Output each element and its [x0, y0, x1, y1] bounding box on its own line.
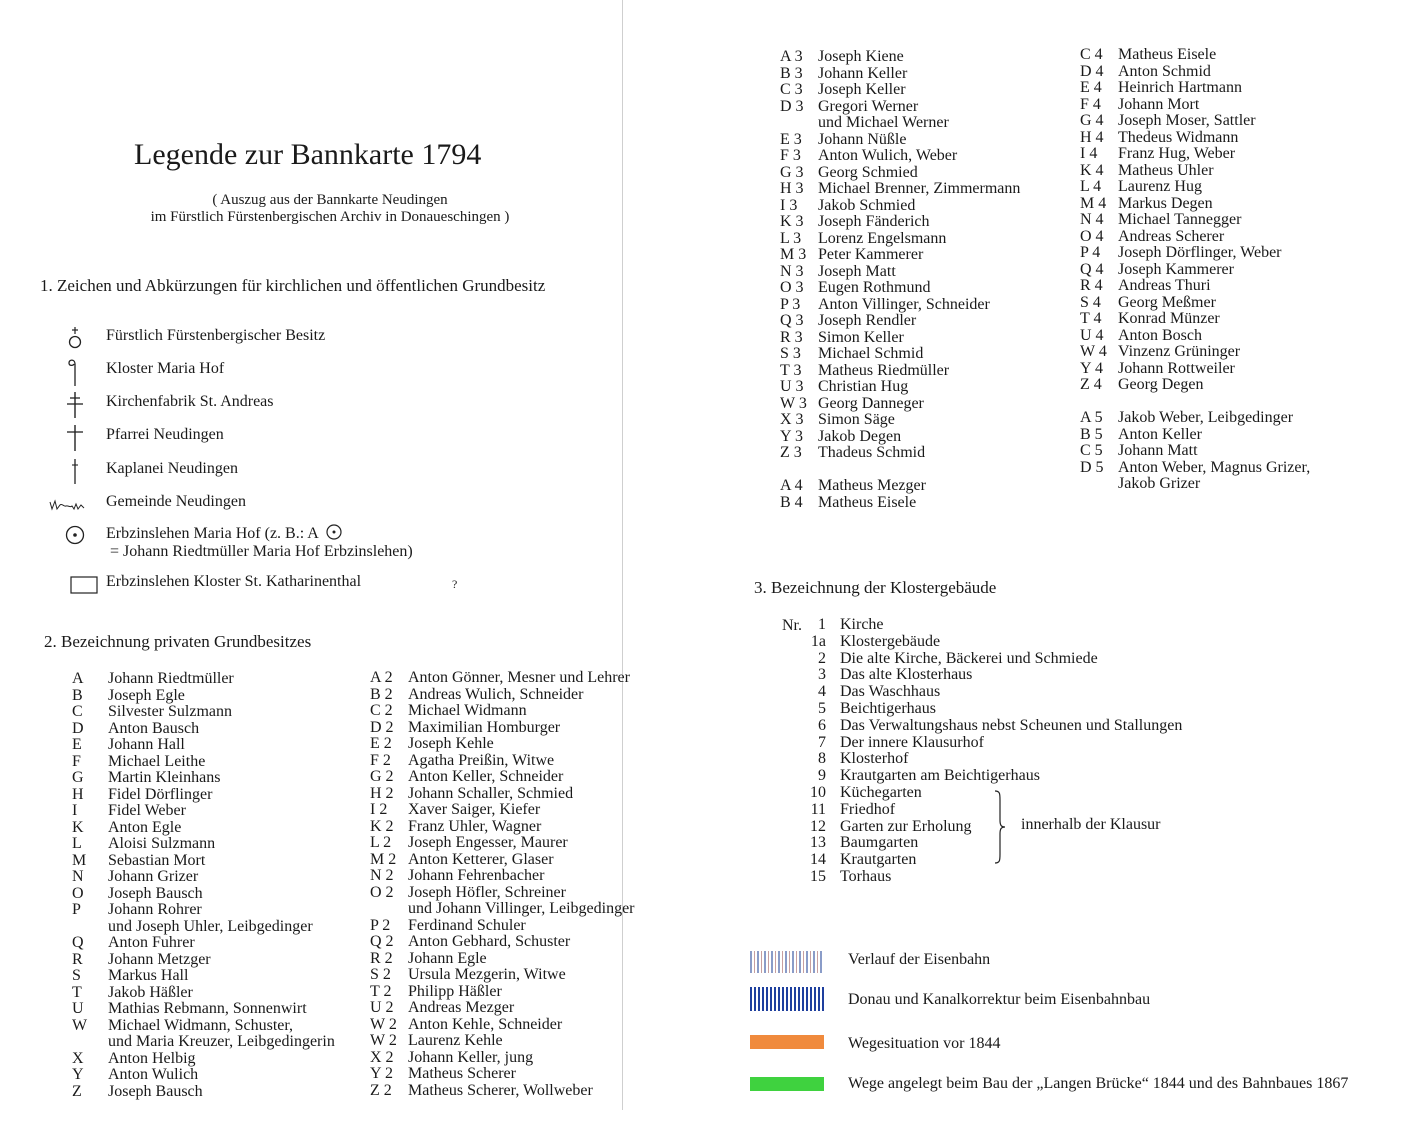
parcel-code: N	[72, 868, 84, 885]
parcel-code: A	[72, 670, 84, 687]
building-name: Klosterhof	[840, 750, 909, 768]
building-number: 13	[810, 834, 826, 852]
owner-name: Jakob Schmied	[818, 196, 916, 214]
owner-name: Anton Gebhard, Schuster	[408, 933, 571, 950]
parcel-code: G 4	[1080, 112, 1104, 129]
parcel-code: W 2	[370, 1015, 397, 1033]
owner-name: Jakob Häßler	[108, 983, 193, 1001]
owner-name: Johann Nüßle	[818, 130, 907, 148]
parcel-code: X	[72, 1049, 84, 1067]
building-name: Beichtigerhaus	[840, 699, 936, 717]
owner-name: Joseph Engesser, Maurer	[408, 834, 568, 851]
building-name: Kirche	[840, 616, 884, 633]
building-number: 5	[818, 699, 826, 717]
parcel-code: M	[72, 851, 87, 869]
parcel-code: Q	[72, 934, 84, 951]
kloster-prefix: Nr.	[782, 617, 802, 634]
new-paths-swatch	[750, 1077, 824, 1091]
owner-name: Thedeus Widmann	[1118, 128, 1239, 146]
parcel-code: Z 4	[1080, 376, 1102, 393]
rectangle-icon	[70, 571, 98, 599]
owner-name: Matheus Riedmüller	[818, 361, 950, 379]
owner-name: Matheus Scherer, Wollweber	[408, 1081, 593, 1099]
owner-name: Christian Hug	[818, 378, 909, 395]
signature-icon	[46, 491, 90, 519]
parcel-code: H	[72, 785, 84, 803]
section-3-heading: 3. Bezeichnung der Klostergebäude	[754, 578, 997, 597]
building-number: 11	[810, 800, 826, 818]
parcel-code: A 5	[1080, 409, 1103, 426]
owner-name: Joseph Keller	[818, 81, 906, 98]
parcel-code: D 3	[780, 97, 804, 115]
parcel-code: O	[72, 884, 84, 902]
owner-name: Georg Schmied	[818, 163, 918, 181]
parcel-code: S	[72, 967, 81, 984]
owner-name: Mathias Rebmann, Sonnenwirt	[108, 1000, 307, 1017]
parcel-code: K 4	[1080, 161, 1104, 179]
parcel-code: R 4	[1080, 277, 1103, 294]
owner-name: und Michael Werner	[818, 114, 949, 131]
owner-name: Joseph Kiene	[818, 48, 904, 65]
owner-name: Anton Gönner, Mesner und Lehrer	[408, 669, 630, 686]
owner-name: Georg Meßmer	[1118, 293, 1216, 311]
owner-name: Agatha Preißin, Witwe	[408, 751, 555, 769]
parcel-code: L 3	[780, 229, 802, 247]
owner-name: Johann Rottweiler	[1118, 359, 1235, 377]
parcel-code: X 2	[370, 1048, 394, 1066]
owner-name: Johann Rohrer	[108, 901, 202, 918]
parcel-code: E 3	[780, 130, 802, 148]
owner-name: Anton Egle	[108, 818, 182, 836]
parcel-code: G 3	[780, 163, 804, 181]
cross-icon	[60, 424, 90, 452]
symbol-label: Kloster Maria Hof	[106, 360, 225, 377]
parcel-code: W 3	[780, 394, 807, 412]
owner-name: Joseph Bausch	[108, 1082, 203, 1100]
owner-name: Michael Schmid	[818, 345, 924, 362]
parcel-code: L	[72, 835, 82, 852]
owner-name: Joseph Dörflinger, Weber	[1118, 244, 1282, 261]
owner-name: und Maria Kreuzer, Leibgedingerin	[108, 1033, 335, 1050]
symbol-label: Fürstlich Fürstenbergischer Besitz	[106, 327, 326, 344]
parcel-code: I	[72, 802, 78, 819]
building-number: 12	[810, 817, 826, 835]
brace-icon	[992, 790, 1008, 864]
parcel-code: C 3	[780, 81, 803, 98]
parcel-code: D 5	[1080, 458, 1104, 476]
parcel-code: R 3	[780, 328, 803, 346]
parcel-code: P 2	[370, 916, 391, 934]
page-subtitle	[100, 192, 560, 226]
parcel-code: B 3	[780, 64, 803, 82]
parcel-code: C 2	[370, 702, 393, 719]
parcel-code: Y 4	[1080, 359, 1103, 377]
parcel-code: B 5	[1080, 425, 1103, 443]
parcel-code: M 4	[1080, 194, 1107, 212]
building-number: 1	[818, 616, 826, 633]
owner-name: Anton Villinger, Schneider	[818, 295, 990, 313]
parcel-code: U	[72, 1000, 84, 1017]
parcel-code: F 4	[1080, 95, 1101, 113]
owner-name: Simon Keller	[818, 328, 904, 346]
building-number: 7	[818, 733, 826, 751]
owner-name: Joseph Höfler, Schreiner	[408, 883, 566, 901]
parcel-code: U 3	[780, 378, 804, 395]
owner-name: Johann Metzger	[108, 950, 211, 968]
parcel-code: E 2	[370, 735, 392, 752]
owner-name: Markus Hall	[108, 967, 189, 984]
owner-name: Johann Hall	[108, 736, 185, 753]
parcel-code: T 4	[1080, 310, 1102, 327]
owner-name: Joseph Kehle	[408, 735, 494, 752]
owner-name: Aloisi Sulzmann	[108, 835, 216, 852]
building-number: 15	[810, 867, 826, 885]
parcel-code: Z 3	[780, 444, 802, 461]
owner-name: Joseph Moser, Sattler	[1118, 112, 1256, 129]
owner-name: Anton Ketterer, Glaser	[408, 850, 554, 868]
legend-label: Donau und Kanalkorrektur beim Eisenbahnbau	[848, 991, 1151, 1008]
owner-name: und Johann Villinger, Leibgedinger	[408, 900, 635, 917]
owner-name: Anton Schmid	[1118, 62, 1211, 80]
building-number: 3	[818, 666, 826, 684]
owner-name: Maximilian Homburger	[408, 718, 561, 736]
owner-name: Anton Keller, Schneider	[408, 768, 564, 785]
owner-name: Andreas Scherer	[1118, 227, 1225, 245]
parcel-code: D 2	[370, 718, 394, 736]
owner-name: Eugen Rothmund	[818, 279, 931, 296]
parcel-code: W	[72, 1016, 88, 1034]
owner-name: Johann Grizer	[108, 868, 199, 885]
brace-label: innerhalb der Klausur	[1021, 816, 1161, 833]
parcel-code: U 4	[1080, 326, 1104, 344]
parcel-code: B 2	[370, 685, 393, 703]
circled-dot-icon	[60, 521, 90, 549]
owner-name: Johann Keller	[818, 64, 908, 82]
parcel-code: T 2	[370, 982, 392, 1000]
owner-name: Johann Schaller, Schmied	[408, 784, 574, 802]
symbol-label	[106, 523, 343, 543]
parcel-code: D 4	[1080, 62, 1104, 80]
owner-name: Heinrich Hartmann	[1118, 79, 1242, 96]
owner-name: Laurenz Hug	[1118, 178, 1202, 195]
parcel-code: G	[72, 769, 84, 786]
parcel-code: Y	[72, 1066, 84, 1083]
parcel-code: N 3	[780, 262, 804, 280]
parcel-code: A 2	[370, 669, 393, 686]
owner-name: Laurenz Kehle	[408, 1032, 503, 1049]
owner-name: Michael Widmann	[408, 702, 527, 719]
owner-name: Joseph Kammerer	[1118, 260, 1234, 278]
parcel-code: H 3	[780, 180, 804, 197]
owner-name: Silvester Sulzmann	[108, 703, 232, 720]
owner-name: Peter Kammerer	[818, 246, 924, 263]
parcel-code: S 4	[1080, 293, 1101, 311]
owner-name: Joseph Egle	[108, 686, 185, 704]
owner-name: Johann Fehrenbacher	[408, 867, 545, 884]
parcel-code: O 2	[370, 883, 394, 901]
parcel-code: Z 2	[370, 1081, 392, 1099]
railway-swatch	[750, 951, 824, 973]
building-name: Baumgarten	[840, 834, 919, 852]
owner-name: Jakob Weber, Leibgedinger	[1118, 409, 1294, 426]
parcel-code: B 4	[780, 493, 803, 511]
building-name: Das Waschhaus	[840, 683, 941, 701]
section-2-heading: 2. Bezeichnung privaten Grundbesitzes	[44, 632, 312, 651]
subtitle-line-1: ( Auszug aus der Bannkarte Neudingen	[212, 192, 448, 208]
owner-name: Georg Degen	[1118, 376, 1204, 393]
owner-name: Franz Hug, Weber	[1118, 145, 1236, 162]
owner-name: Anton Kehle, Schneider	[408, 1015, 563, 1033]
owner-name: Fidel Weber	[108, 802, 186, 819]
owner-name: Matheus Eisele	[818, 493, 917, 511]
owner-name: Michael Widmann, Schuster,	[108, 1016, 294, 1034]
parcel-code: F	[72, 752, 81, 770]
parcel-code: K 3	[780, 213, 804, 230]
circled-dot-icon	[325, 523, 343, 541]
parcel-code: Q 4	[1080, 260, 1104, 278]
owner-name: Joseph Fänderich	[818, 213, 930, 230]
owner-name: Franz Uhler, Wagner	[408, 817, 542, 835]
parcel-code: H 2	[370, 784, 394, 802]
owner-name: Joseph Matt	[818, 262, 896, 280]
parcel-code: M 2	[370, 850, 397, 868]
owner-name: Johann Egle	[408, 949, 487, 967]
building-name: Krautgarten am Beichtigerhaus	[840, 767, 1040, 785]
crozier-icon	[60, 358, 90, 386]
parcel-code: P 4	[1080, 244, 1101, 261]
owner-name: Andreas Thuri	[1118, 277, 1211, 294]
building-name: Torhaus	[840, 867, 892, 885]
parcel-code: H 4	[1080, 128, 1104, 146]
building-number: 6	[818, 716, 826, 734]
danube-swatch	[750, 987, 824, 1011]
orb-cross-icon	[60, 325, 90, 353]
symbol-label: Erbzinslehen Kloster St. Katharinenthal	[106, 573, 362, 590]
building-number: 14	[810, 851, 826, 869]
symbol-label-text: Erbzinslehen Maria Hof (z. B.: A	[106, 525, 318, 542]
owner-name: Matheus Uhler	[1118, 161, 1214, 179]
owner-name: Johann Mort	[1118, 95, 1200, 113]
owner-name: Konrad Münzer	[1118, 310, 1220, 327]
owner-name: Philipp Häßler	[408, 982, 502, 1000]
parcel-code: S 2	[370, 966, 391, 983]
parcel-code: F 3	[780, 147, 801, 164]
legend-label: Verlauf der Eisenbahn	[848, 951, 991, 968]
owner-name: Joseph Bausch	[108, 884, 203, 902]
owner-name: Anton Fuhrer	[108, 934, 195, 951]
owner-name: Vinzenz Grüninger	[1118, 343, 1241, 360]
owner-name: Michael Tannegger	[1118, 211, 1242, 228]
parcel-code: C 4	[1080, 46, 1103, 63]
parcel-code: Y 2	[370, 1065, 393, 1082]
owner-name: Anton Wulich, Weber	[818, 147, 958, 164]
building-number: 10	[810, 783, 826, 801]
symbol-label: Gemeinde Neudingen	[106, 493, 246, 510]
owner-name: Jakob Grizer	[1118, 475, 1201, 492]
owner-name: Johann Matt	[1118, 442, 1198, 459]
building-name: Klostergebäude	[840, 632, 941, 650]
parcel-code: W 2	[370, 1032, 397, 1049]
parcel-code: G 2	[370, 768, 394, 785]
owner-name: Xaver Saiger, Kiefer	[408, 801, 541, 818]
legend-label: Wegesituation vor 1844	[848, 1035, 1001, 1052]
parcel-code: L 2	[370, 834, 392, 851]
owner-name: Matheus Scherer	[408, 1065, 516, 1082]
building-name: Das Verwaltungshaus nebst Scheunen und Stallungen	[840, 716, 1183, 734]
owner-name: Anton Wulich	[108, 1066, 199, 1083]
stray-mark: ?	[452, 577, 458, 591]
owner-name: Lorenz Engelsmann	[818, 229, 947, 247]
section-1-heading: 1. Zeichen und Abkürzungen für kirchlichen und öffentlichen Grundbesitz	[40, 276, 546, 295]
building-name: Küchegarten	[840, 783, 922, 801]
building-name: Friedhof	[840, 800, 896, 818]
owner-name: Johann Riedtmüller	[108, 670, 234, 687]
page-title: Legende zur Bannkarte 1794	[134, 138, 482, 171]
old-paths-swatch	[750, 1035, 824, 1049]
double-cross-icon	[60, 391, 90, 419]
parcel-code: A 3	[780, 48, 803, 65]
legend-label: Wege angelegt beim Bau der „Langen Brücke“ 1844 und des Bahnbaues 1867	[848, 1075, 1349, 1092]
parcel-code: D	[72, 719, 84, 737]
parcel-code: F 2	[370, 751, 391, 769]
parcel-code: Y 3	[780, 427, 803, 445]
owner-name: Matheus Mezger	[818, 477, 926, 494]
owner-name: Anton Bausch	[108, 719, 200, 737]
owner-name: Sebastian Mort	[108, 851, 206, 869]
building-number: 1a	[810, 632, 826, 650]
page-fold	[622, 0, 623, 1110]
building-name: Der innere Klausurhof	[840, 733, 984, 751]
parcel-code: Q 3	[780, 312, 804, 329]
owner-name: Michael Brenner, Zimmermann	[818, 180, 1021, 197]
owner-name: Fidel Dörflinger	[108, 785, 213, 803]
building-name: Krautgarten	[840, 851, 917, 869]
owner-name: Anton Keller	[1118, 425, 1202, 443]
parcel-code: T	[72, 983, 82, 1001]
owner-name: Jakob Degen	[818, 427, 902, 445]
parcel-code: U 2	[370, 999, 394, 1016]
parcel-code: X 3	[780, 411, 804, 428]
owner-name: Gregori Werner	[818, 97, 919, 115]
parcel-code: R 2	[370, 949, 393, 967]
owner-name: Georg Danneger	[818, 394, 924, 412]
parcel-code: Z	[72, 1082, 82, 1100]
parcel-code: C	[72, 703, 83, 720]
owner-name: Anton Weber, Magnus Grizer,	[1118, 458, 1311, 476]
owner-name: Anton Helbig	[108, 1049, 196, 1067]
building-number: 9	[818, 767, 826, 785]
small-cross-icon	[60, 458, 90, 486]
parcel-code: I 2	[370, 801, 388, 818]
parcel-code: P	[72, 901, 81, 918]
parcel-code: A 4	[780, 477, 803, 494]
parcel-code: M 3	[780, 246, 807, 263]
building-number: 8	[818, 750, 826, 768]
parcel-code: O 4	[1080, 227, 1104, 245]
parcel-code: I 4	[1080, 145, 1098, 162]
owner-name: und Joseph Uhler, Leibgedinger	[108, 917, 313, 935]
parcel-code: R	[72, 950, 83, 968]
parcel-code: O 3	[780, 279, 804, 296]
owner-name: Andreas Mezger	[408, 999, 515, 1016]
symbol-label: Pfarrei Neudingen	[106, 426, 224, 443]
parcel-code: K	[72, 818, 84, 836]
building-name: Das alte Klosterhaus	[840, 666, 973, 684]
subtitle-line-2: im Fürstlich Fürstenbergischen Archiv in Donaueschingen )	[150, 209, 510, 225]
owner-name: Andreas Wulich, Schneider	[408, 685, 584, 703]
parcel-code: W 4	[1080, 343, 1107, 360]
building-number: 2	[818, 649, 826, 667]
owner-name: Johann Keller, jung	[408, 1048, 534, 1066]
owner-name: Michael Leithe	[108, 752, 206, 770]
owner-name: Joseph Rendler	[818, 312, 917, 329]
building-number: 4	[818, 683, 826, 701]
parcel-code: E	[72, 736, 82, 753]
building-name: Garten zur Erholung	[840, 817, 972, 835]
owner-name: Anton Bosch	[1118, 326, 1202, 344]
parcel-code: B	[72, 686, 83, 704]
parcel-code: T 3	[780, 361, 802, 379]
parcel-code: N 4	[1080, 211, 1104, 228]
building-name: Die alte Kirche, Bäckerei und Schmiede	[840, 649, 1098, 667]
parcel-code: N 2	[370, 867, 394, 884]
parcel-code: Q 2	[370, 933, 394, 950]
owner-name: Martin Kleinhans	[108, 769, 221, 786]
owner-name: Matheus Eisele	[1118, 46, 1217, 63]
symbol-label: Kirchenfabrik St. Andreas	[106, 393, 274, 410]
parcel-code: K 2	[370, 817, 394, 835]
symbol-label-continuation: = Johann Riedtmüller Maria Hof Erbzinslehen)	[110, 543, 413, 560]
symbol-label: Kaplanei Neudingen	[106, 460, 238, 477]
owner-name: Ferdinand Schuler	[408, 916, 526, 934]
owner-name: Thadeus Schmid	[818, 444, 926, 461]
owner-name: Markus Degen	[1118, 194, 1213, 212]
parcel-code: C 5	[1080, 442, 1103, 459]
owner-name: Ursula Mezgerin, Witwe	[408, 966, 566, 983]
owner-name: Simon Säge	[818, 411, 895, 428]
parcel-code: L 4	[1080, 178, 1102, 195]
parcel-code: I 3	[780, 196, 798, 214]
parcel-code: P 3	[780, 295, 801, 313]
parcel-code: S 3	[780, 345, 801, 362]
parcel-code: E 4	[1080, 79, 1102, 96]
